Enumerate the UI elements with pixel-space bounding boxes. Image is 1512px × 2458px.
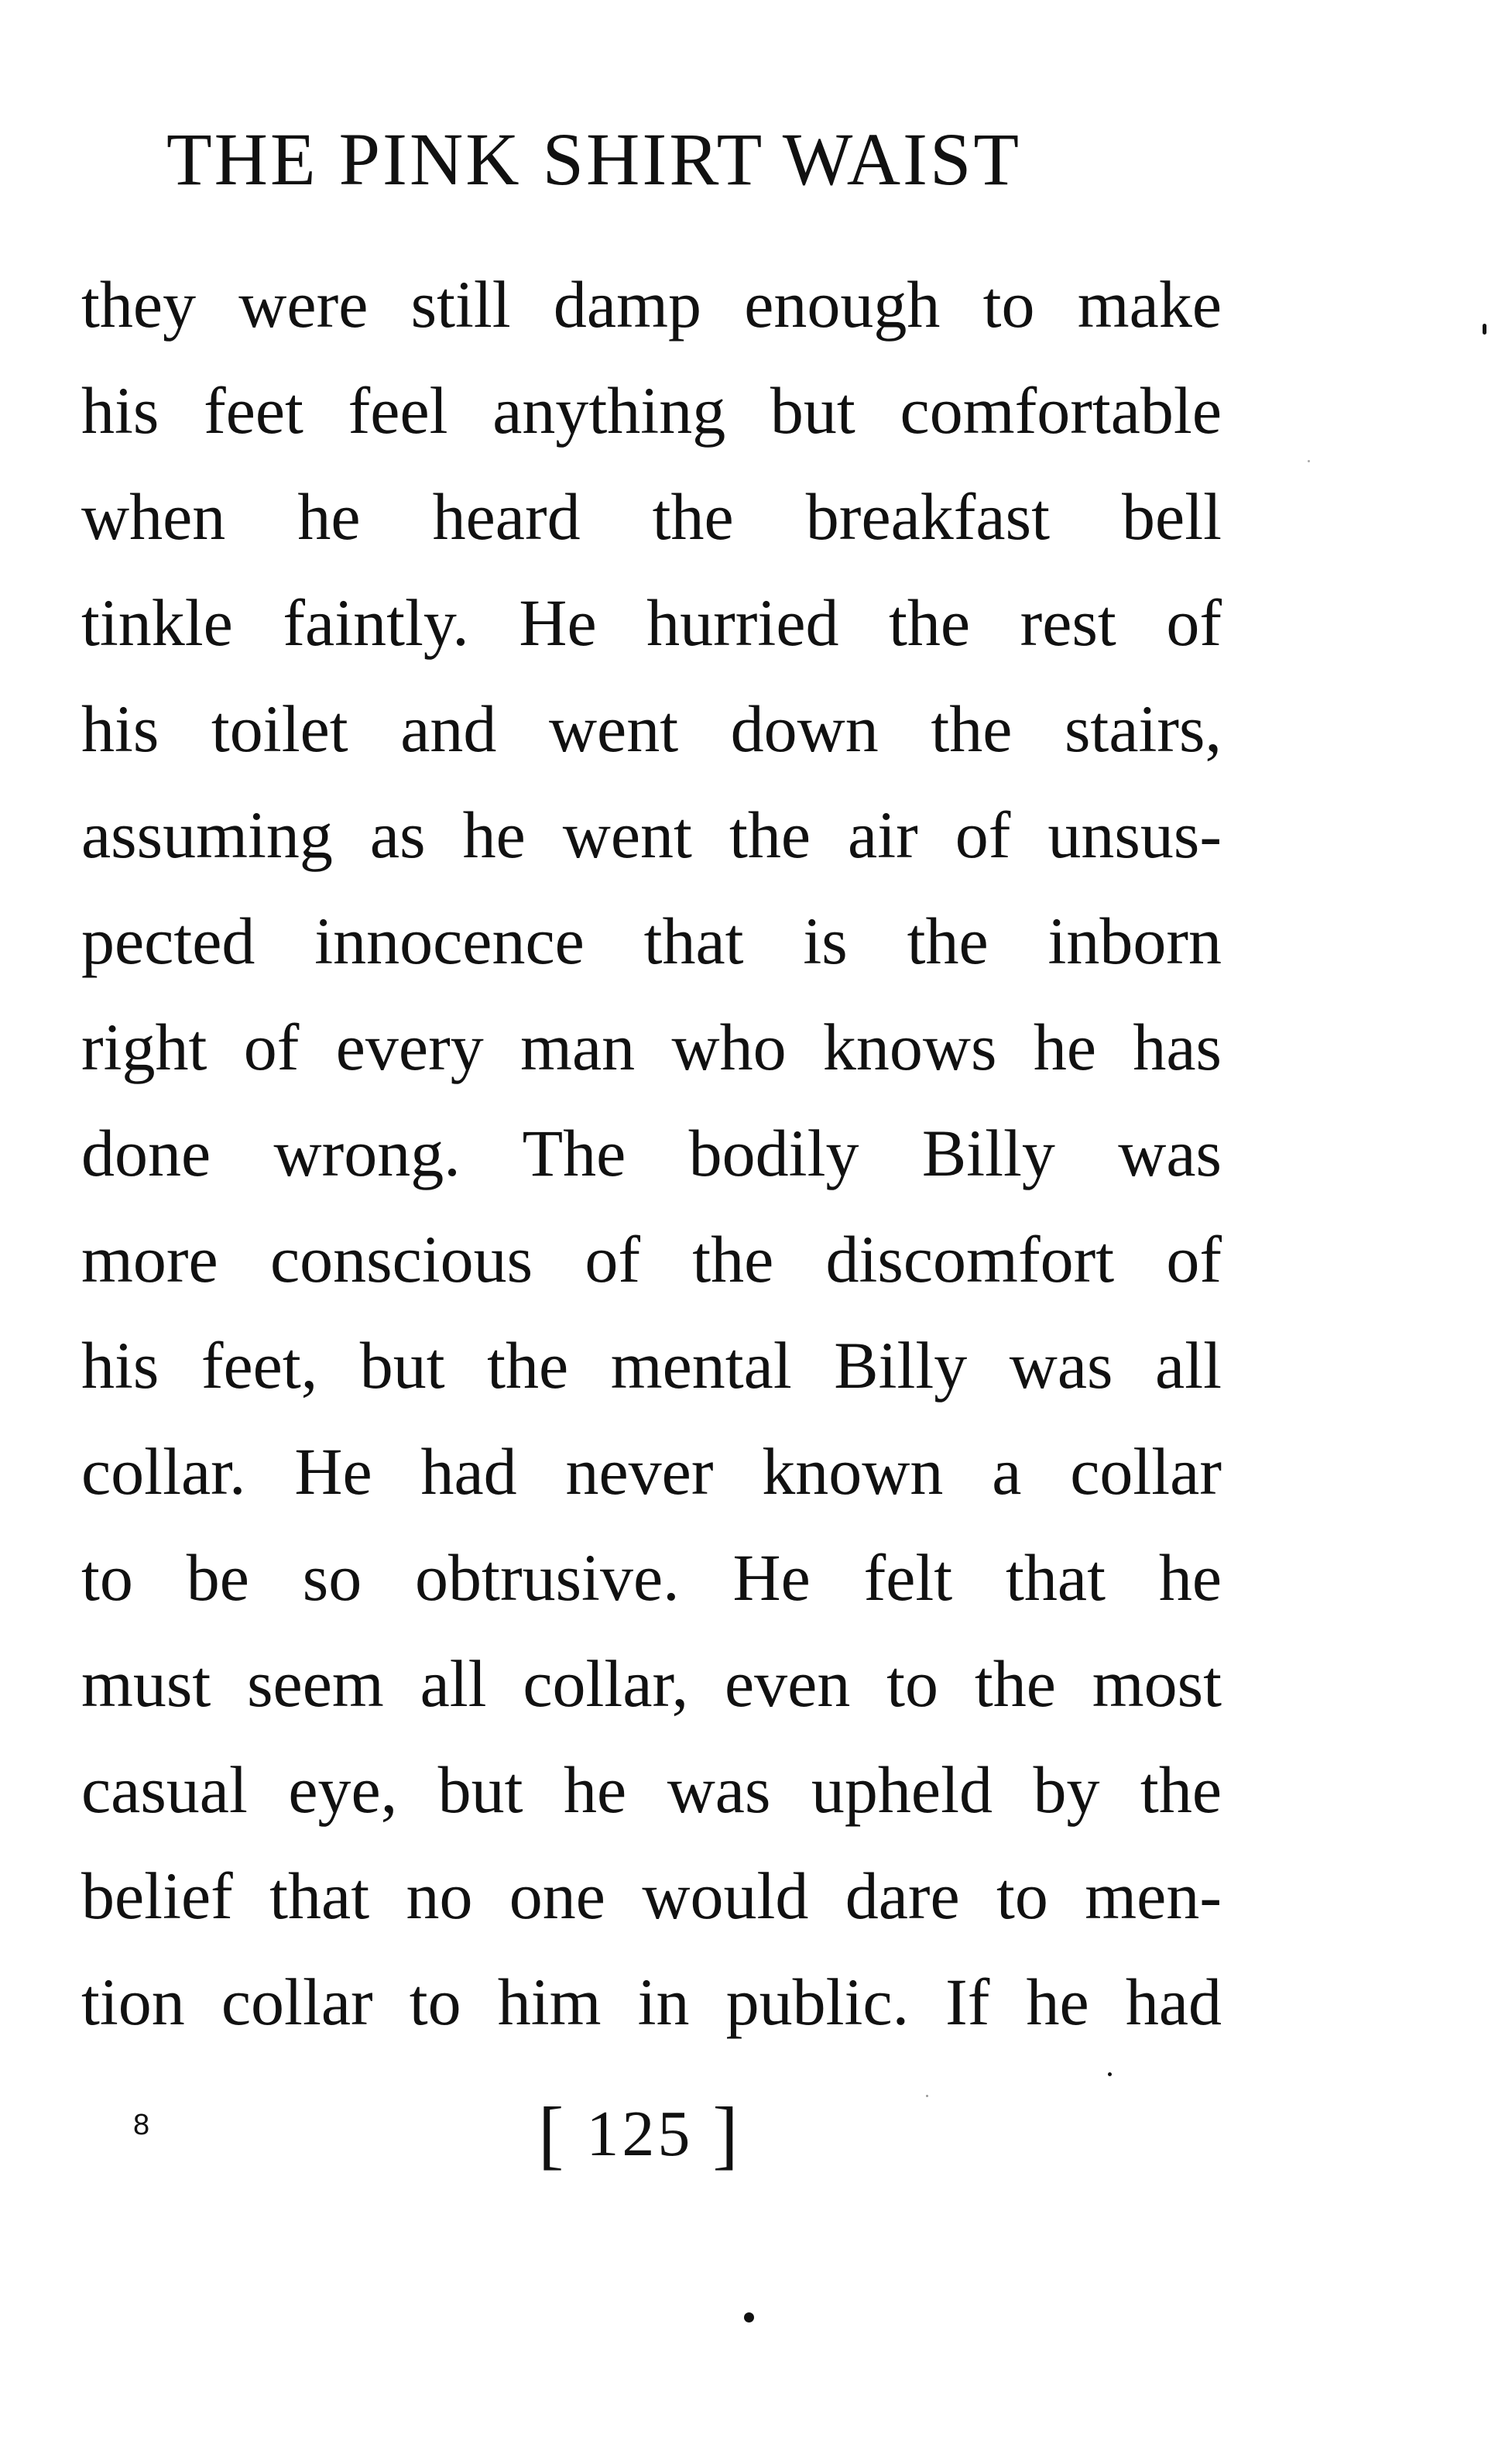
ink-speck [926,2095,928,2097]
text-line: must seem all collar, even to the most [81,1646,1222,1721]
text-line: his feet, but the mental Billy was all [81,1328,1222,1402]
text-line: tion collar to him in public. If he had [81,1965,1222,2039]
ink-speck [1308,460,1310,462]
text-line: they were still damp enough to make [81,267,1222,342]
text-line: when he heard the breakfast bell [81,479,1222,554]
ink-speck [1483,324,1486,335]
ink-speck [1108,2072,1112,2076]
page-number [538,2091,770,2177]
text-line: his toilet and went down the stairs, [81,692,1222,766]
text-line: right of every man who knows he has [81,1010,1222,1084]
text-line: his feet feel anything but comfortable [81,373,1222,448]
folio-open-bracket: [ [538,2091,567,2177]
ink-speck [744,2312,754,2322]
folio-number: 125 [586,2098,694,2170]
text-line: belief that no one would dare to men- [81,1859,1222,1933]
text-line: assuming as he went the air of unsus- [81,798,1222,872]
text-line: collar. He had never known a collar [81,1434,1222,1509]
running-head: THE PINK SHIRT WAIST [166,118,1022,201]
text-line: more conscious of the discomfort of [81,1222,1222,1296]
text-body [81,252,1222,2055]
folio-close-bracket: ] [712,2091,742,2177]
text-line: done wrong. The bodily Billy was [81,1116,1222,1190]
signature-mark: 8 [133,2109,150,2141]
text-line: pected innocence that is the inborn [81,904,1222,978]
text-line: casual eye, but he was upheld by the [81,1753,1222,1827]
text-line: tinkle faintly. He hurried the rest of [81,585,1222,660]
text-line: to be so obtrusive. He felt that he [81,1540,1222,1615]
